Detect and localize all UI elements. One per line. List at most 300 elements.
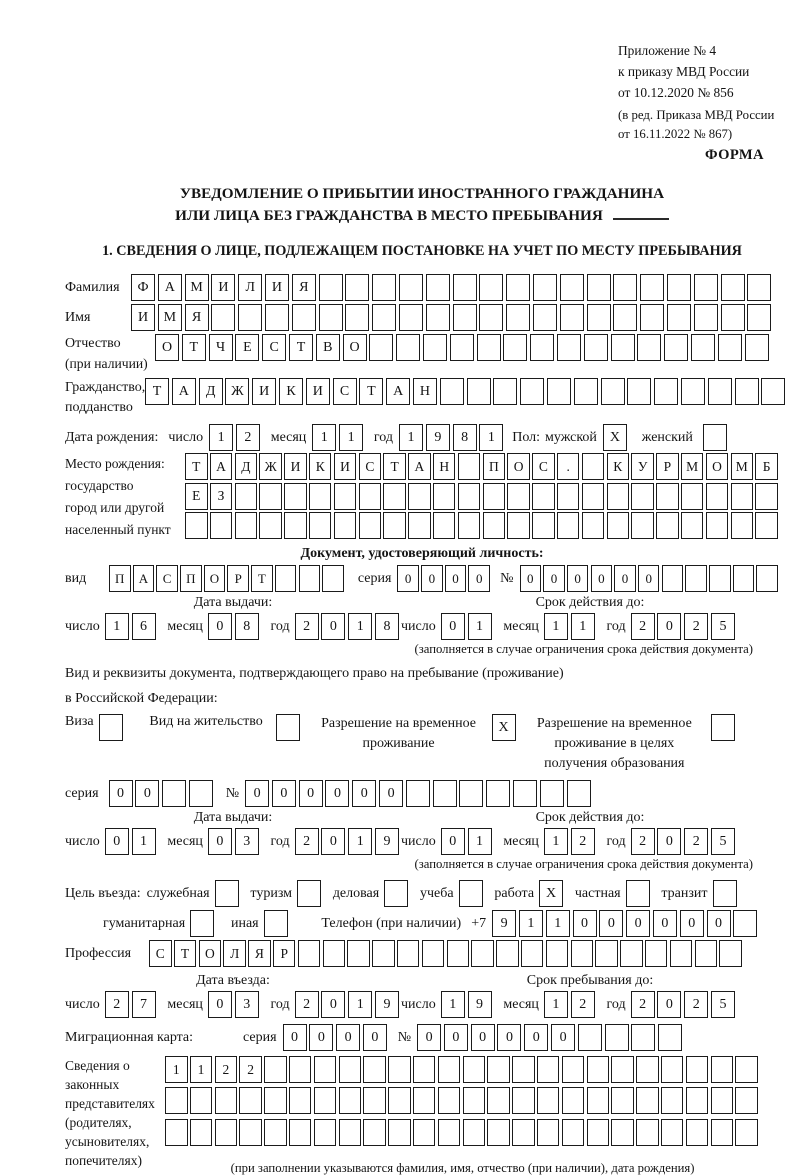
char-cell: 0 (567, 565, 589, 592)
char-cell (557, 483, 580, 510)
char-cell: 9 (426, 424, 450, 451)
entry-date-col: Дата въезда: число 2 7 месяц 0 3 год 2 0 1 9 (65, 973, 401, 1018)
char-cell (165, 1087, 188, 1114)
char-cell (339, 1056, 362, 1083)
purpose-label: Цель въезда: (65, 885, 141, 901)
char-cell: 0 (208, 828, 232, 855)
char-cell: Т (174, 940, 197, 967)
study-checkbox[interactable] (459, 880, 486, 907)
char-cell: 1 (544, 828, 568, 855)
char-cell (656, 512, 679, 539)
char-cell (507, 512, 530, 539)
char-cell: Н (433, 453, 456, 480)
birth-place-block (65, 453, 779, 544)
migration-card-row (65, 1024, 779, 1051)
char-cell (695, 940, 718, 967)
month-label: месяц (270, 429, 307, 445)
char-cell: 0 (208, 613, 232, 640)
char-cell: 0 (379, 780, 403, 807)
char-cell: Р (656, 453, 679, 480)
doc-number-input[interactable] (520, 565, 781, 592)
representatives-row2-input[interactable] (165, 1087, 760, 1114)
residence-expiry-col: Срок действия до: число 0 1 месяц 1 2 год 2 0 2 5 (401, 810, 779, 855)
expiry-day-input[interactable] (441, 613, 495, 640)
stay-day-input[interactable] (441, 991, 495, 1018)
expiry-date-title: Срок действия до: (535, 595, 645, 610)
char-cell (562, 1119, 585, 1146)
business-checkbox[interactable] (384, 880, 411, 907)
char-cell (422, 940, 445, 967)
char-cell: О (706, 453, 729, 480)
char-cell (319, 304, 343, 331)
patronymic-input[interactable] (155, 334, 771, 361)
migration-card-label: Миграционная карта: (65, 1029, 194, 1045)
citizenship-input[interactable] (145, 378, 788, 405)
char-cell (733, 910, 757, 937)
char-cell: 0 (421, 565, 443, 592)
purpose-option-business: деловая (333, 880, 411, 907)
char-cell (656, 483, 679, 510)
char-cell (487, 1056, 510, 1083)
char-cell: 1 (165, 1056, 188, 1083)
char-cell: О (155, 334, 179, 361)
char-cell: 2 (105, 991, 129, 1018)
birth-place-row2-input[interactable] (185, 483, 780, 510)
char-cell: Т (251, 565, 273, 592)
char-cell (99, 714, 123, 741)
residence-expiry-month-input[interactable] (544, 828, 598, 855)
char-cell: А (210, 453, 233, 480)
char-cell (735, 1119, 758, 1146)
char-cell (507, 483, 530, 510)
char-cell: 0 (524, 1024, 548, 1051)
char-cell (322, 565, 344, 592)
char-cell: 0 (105, 828, 129, 855)
section1-heading: 1. СВЕДЕНИЯ О ЛИЦЕ, ПОДЛЕЖАЩЕМ ПОСТАНОВКЕ НА УЧЕТ ПО МЕСТУ ПРЕБЫВАНИЯ (102, 243, 742, 259)
char-cell (369, 334, 393, 361)
char-cell (520, 378, 544, 405)
residence-number-input[interactable] (245, 780, 593, 807)
issue-year-input[interactable] (295, 613, 402, 640)
expiry-month-input[interactable] (544, 613, 598, 640)
char-cell (339, 1087, 362, 1114)
char-cell (636, 1056, 659, 1083)
option-visa: Виза (65, 714, 125, 741)
char-cell (521, 940, 544, 967)
stay-until-col: Срок пребывания до: число 1 9 месяц 1 2 год 2 0 2 5 (401, 973, 779, 1018)
temporary-residence-checkbox[interactable] (492, 714, 519, 741)
profession-row (65, 940, 779, 967)
char-cell (557, 512, 580, 539)
char-cell (363, 1087, 386, 1114)
residence-expiry-year-input[interactable] (631, 828, 738, 855)
residence-doc-note: (заполняется в случае ограничения срока действия документа) (414, 857, 753, 871)
char-cell (582, 483, 605, 510)
char-cell: 0 (614, 565, 636, 592)
char-cell: 0 (299, 780, 323, 807)
representatives-note: (при заполнении указываются фамилия, имя, отчество (при наличии), дата рождения) (230, 1161, 695, 1175)
char-cell (667, 274, 691, 301)
char-cell (711, 714, 735, 741)
char-cell: 2 (236, 424, 260, 451)
residence-doc-intro: Вид и реквизиты документа, подтверждающего право на пребывание (проживание) в Российской Федерации: (65, 666, 564, 706)
char-cell: 1 (468, 613, 492, 640)
expiry-year-input[interactable] (631, 613, 738, 640)
migration-number-input[interactable] (417, 1024, 685, 1051)
residence-permit-checkbox[interactable] (276, 714, 303, 741)
doc-type-input[interactable] (109, 565, 346, 592)
work-checkbox[interactable] (539, 880, 566, 907)
representatives-row3-input[interactable] (165, 1119, 760, 1146)
char-cell: И (211, 274, 235, 301)
char-cell: 2 (631, 828, 655, 855)
char-cell (613, 304, 637, 331)
char-cell (567, 780, 591, 807)
char-cell (713, 880, 737, 907)
char-cell: Т (145, 378, 169, 405)
sex-male-checkbox[interactable] (603, 424, 630, 451)
entry-month-input[interactable] (208, 991, 262, 1018)
form-title-line2-wrap (65, 205, 779, 227)
char-cell (607, 483, 630, 510)
char-cell (483, 512, 506, 539)
birth-date-row (65, 424, 779, 451)
char-cell: О (507, 453, 530, 480)
char-cell: 2 (239, 1056, 262, 1083)
char-cell: 7 (132, 991, 156, 1018)
year-label: год (373, 429, 394, 445)
purpose-option-humanitarian: гуманитарная (103, 910, 217, 937)
char-cell: Ф (131, 274, 155, 301)
temporary-residence-education-checkbox[interactable] (711, 714, 738, 741)
char-cell: Я (292, 274, 316, 301)
char-cell (483, 483, 506, 510)
char-cell (611, 334, 635, 361)
char-cell (426, 274, 450, 301)
char-cell: 0 (543, 565, 565, 592)
char-cell (314, 1087, 337, 1114)
header-amendment (618, 106, 774, 144)
visa-checkbox[interactable] (99, 714, 126, 741)
surname-input[interactable] (131, 274, 774, 301)
char-cell: 1 (546, 910, 570, 937)
char-cell (611, 1087, 634, 1114)
stay-month-input[interactable] (544, 991, 598, 1018)
char-cell: 9 (375, 991, 399, 1018)
char-cell (631, 1024, 655, 1051)
char-cell: 1 (544, 991, 568, 1018)
header-amendment-line: (в ред. Приказа МВД России (618, 108, 775, 122)
char-cell (259, 483, 282, 510)
char-cell: И (284, 453, 307, 480)
char-cell: И (252, 378, 276, 405)
char-cell (506, 304, 530, 331)
birth-place-rows (185, 453, 780, 544)
char-cell (578, 1024, 602, 1051)
char-cell (319, 274, 343, 301)
purpose-option-study: учеба (420, 880, 485, 907)
char-cell: Ч (209, 334, 233, 361)
char-cell (388, 1087, 411, 1114)
char-cell (718, 334, 742, 361)
char-cell (297, 880, 321, 907)
char-cell: 0 (591, 565, 613, 592)
char-cell (185, 512, 208, 539)
char-cell (235, 483, 258, 510)
char-cell (735, 1056, 758, 1083)
purpose-row2 (103, 910, 779, 937)
char-cell (486, 780, 510, 807)
identity-doc-dates (65, 595, 779, 640)
char-cell: 2 (571, 991, 595, 1018)
birth-place-row1-input[interactable] (185, 453, 780, 480)
char-cell (211, 304, 235, 331)
char-cell: М (731, 453, 754, 480)
char-cell: X (492, 714, 516, 741)
char-cell (557, 334, 581, 361)
transit-checkbox[interactable] (713, 880, 740, 907)
char-cell: 2 (571, 828, 595, 855)
char-cell (686, 1119, 709, 1146)
phone-prefix: +7 (471, 915, 487, 931)
char-cell: 0 (397, 565, 419, 592)
form-content (65, 183, 779, 1176)
char-cell: 9 (375, 828, 399, 855)
char-cell: А (172, 378, 196, 405)
char-cell: 1 (209, 424, 233, 451)
char-cell (756, 565, 778, 592)
sex-female-checkbox[interactable] (703, 424, 730, 451)
char-cell (383, 483, 406, 510)
char-cell: П (483, 453, 506, 480)
char-cell (289, 1119, 312, 1146)
char-cell (661, 1056, 684, 1083)
char-cell (345, 304, 369, 331)
residence-issue-month-input[interactable] (208, 828, 262, 855)
char-cell: О (199, 940, 222, 967)
char-cell (487, 1119, 510, 1146)
char-cell (733, 565, 755, 592)
char-cell (426, 304, 450, 331)
option-residence-permit: Вид на жительство (149, 714, 302, 741)
char-cell: Т (383, 453, 406, 480)
char-cell (413, 1056, 436, 1083)
birth-year-input[interactable] (399, 424, 506, 451)
char-cell (447, 940, 470, 967)
char-cell: 0 (653, 910, 677, 937)
char-cell: 0 (680, 910, 704, 937)
char-cell (383, 512, 406, 539)
char-cell (636, 1119, 659, 1146)
residence-issue-year-input[interactable] (295, 828, 402, 855)
char-cell (259, 512, 282, 539)
char-cell: 0 (321, 828, 345, 855)
birth-date-label: Дата рождения: (65, 429, 159, 445)
char-cell: Б (755, 453, 778, 480)
entry-year-input[interactable] (295, 991, 402, 1018)
char-cell (530, 334, 554, 361)
citizenship-label: Гражданство, подданство (65, 380, 146, 415)
char-cell (708, 378, 732, 405)
migration-series-input[interactable] (283, 1024, 390, 1051)
char-cell (512, 1119, 535, 1146)
residence-doc-number-row (65, 780, 779, 807)
char-cell: 2 (684, 828, 708, 855)
residence-expiry-day-input[interactable] (441, 828, 495, 855)
char-cell (372, 274, 396, 301)
business-trip-checkbox[interactable] (215, 880, 242, 907)
char-cell (706, 512, 729, 539)
char-cell (560, 274, 584, 301)
birth-place-row3-input[interactable] (185, 512, 780, 539)
char-cell: П (180, 565, 202, 592)
patronymic-row (65, 334, 779, 375)
char-cell: 0 (445, 565, 467, 592)
char-cell: 1 (348, 613, 372, 640)
char-cell: 2 (295, 828, 319, 855)
purpose-option-business-trip: служебная (147, 880, 242, 907)
char-cell (681, 512, 704, 539)
other-checkbox[interactable] (264, 910, 291, 937)
char-cell: К (279, 378, 303, 405)
char-cell (477, 334, 501, 361)
char-cell (645, 940, 668, 967)
form-title-line2: ИЛИ ЛИЦА БЕЗ ГРАЖДАНСТВА В МЕСТО ПРЕБЫВАНИЯ (175, 207, 603, 224)
phone-input[interactable] (492, 910, 760, 937)
char-cell (397, 940, 420, 967)
char-cell: 9 (468, 991, 492, 1018)
char-cell (540, 780, 564, 807)
issue-month-input[interactable] (208, 613, 262, 640)
private-checkbox[interactable] (626, 880, 653, 907)
char-cell: 0 (657, 613, 681, 640)
char-cell: 0 (444, 1024, 468, 1051)
citizenship-row (65, 378, 779, 418)
char-cell (694, 274, 718, 301)
entry-day-input[interactable] (105, 991, 159, 1018)
char-cell (731, 512, 754, 539)
char-cell (560, 304, 584, 331)
char-cell: Я (248, 940, 271, 967)
char-cell (745, 334, 769, 361)
birth-place-labels: Место рождения: государство город или другой населенный пункт (65, 456, 171, 537)
char-cell: 0 (325, 780, 349, 807)
char-cell (631, 512, 654, 539)
given-name-row (65, 304, 779, 331)
char-cell: Л (223, 940, 246, 967)
char-cell: 1 (348, 828, 372, 855)
char-cell: 0 (245, 780, 269, 807)
char-cell (372, 940, 395, 967)
char-cell: 1 (105, 613, 129, 640)
char-cell (661, 1087, 684, 1114)
char-cell (640, 304, 664, 331)
char-cell (685, 565, 707, 592)
char-cell (215, 880, 239, 907)
char-cell: Т (289, 334, 313, 361)
char-cell (686, 1087, 709, 1114)
char-cell (190, 1119, 213, 1146)
birth-month-input[interactable] (312, 424, 366, 451)
representatives-row1-input[interactable] (165, 1056, 760, 1083)
char-cell: 2 (684, 991, 708, 1018)
char-cell: Н (413, 378, 437, 405)
representatives-labels: Сведения о законных представителях (родителях, усыновителях, попечителях) (65, 1058, 155, 1168)
char-cell: И (306, 378, 330, 405)
expiry-date-line: число 0 1 месяц 1 1 год 2 0 2 5 (401, 613, 779, 640)
char-cell: 2 (684, 613, 708, 640)
residence-issue-day-input[interactable] (105, 828, 159, 855)
char-cell: А (408, 453, 431, 480)
birth-day-input[interactable] (209, 424, 263, 451)
char-cell (275, 565, 297, 592)
char-cell (299, 565, 321, 592)
char-cell: Ж (259, 453, 282, 480)
char-cell (438, 1087, 461, 1114)
given-name-input[interactable] (131, 304, 774, 331)
stay-year-input[interactable] (631, 991, 738, 1018)
char-cell: 1 (399, 424, 423, 451)
char-cell: 5 (711, 613, 735, 640)
tourism-checkbox[interactable] (297, 880, 324, 907)
char-cell (547, 378, 571, 405)
char-cell (433, 780, 457, 807)
char-cell (210, 512, 233, 539)
char-cell (571, 940, 594, 967)
char-cell (513, 780, 537, 807)
char-cell (396, 334, 420, 361)
identity-doc-heading: Документ, удостоверяющий личность: (300, 546, 544, 561)
char-cell: П (109, 565, 131, 592)
profession-input[interactable] (149, 940, 744, 967)
char-cell: С (359, 453, 382, 480)
char-cell: 1 (132, 828, 156, 855)
char-cell (582, 512, 605, 539)
char-cell: 0 (626, 910, 650, 937)
char-cell: А (158, 274, 182, 301)
char-cell (450, 334, 474, 361)
char-cell: О (343, 334, 367, 361)
char-cell (314, 1056, 337, 1083)
char-cell (471, 940, 494, 967)
char-cell: 6 (132, 613, 156, 640)
char-cell (264, 1119, 287, 1146)
profession-label: Профессия (65, 945, 132, 961)
issue-day-input[interactable] (105, 613, 159, 640)
residence-series-input[interactable] (109, 780, 216, 807)
doc-series-input[interactable] (397, 565, 492, 592)
char-cell: С (333, 378, 357, 405)
char-cell: 2 (631, 613, 655, 640)
char-cell: Р (273, 940, 296, 967)
char-cell (537, 1087, 560, 1114)
char-cell (706, 483, 729, 510)
residence-series-label: серия (65, 785, 99, 801)
humanitarian-checkbox[interactable] (190, 910, 217, 937)
char-cell (438, 1056, 461, 1083)
char-cell: 0 (599, 910, 623, 937)
char-cell (347, 940, 370, 967)
char-cell: 0 (657, 991, 681, 1018)
char-cell (711, 1119, 734, 1146)
char-cell: 8 (453, 424, 477, 451)
char-cell: 8 (235, 613, 259, 640)
doc-type-label: вид (65, 570, 87, 586)
char-cell: С (156, 565, 178, 592)
char-cell (463, 1119, 486, 1146)
char-cell: 1 (519, 910, 543, 937)
char-cell (637, 334, 661, 361)
